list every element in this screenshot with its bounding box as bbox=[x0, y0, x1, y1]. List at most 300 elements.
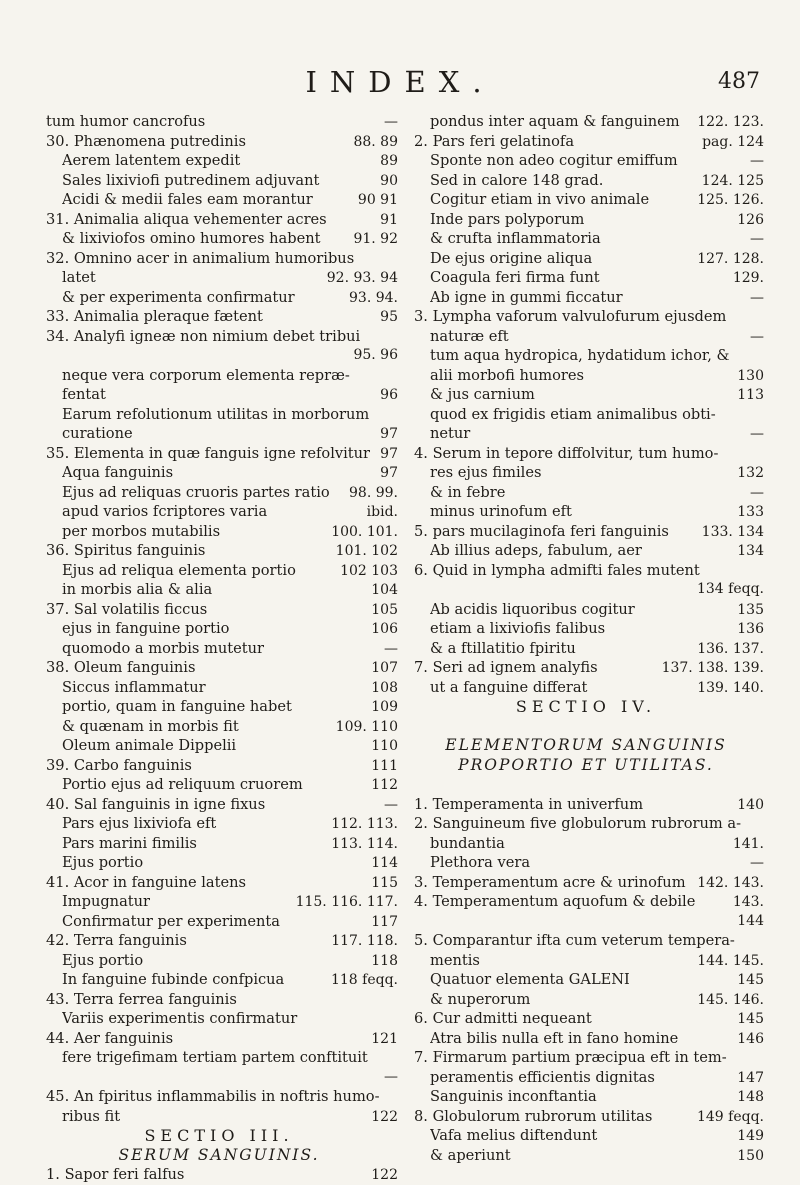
index-entry bbox=[46, 112, 398, 132]
left-column bbox=[46, 112, 398, 1185]
entry-text: In fanguine fubinde confpicua bbox=[62, 971, 285, 988]
entry-page-ref: 97 bbox=[380, 465, 398, 481]
entry-page-ref: 109 bbox=[371, 699, 398, 715]
entry-text: 42. Terra fanguinis bbox=[46, 932, 187, 949]
index-entry bbox=[46, 1068, 398, 1088]
index-entry bbox=[46, 1048, 398, 1068]
index-entry bbox=[414, 229, 764, 249]
index-entry bbox=[46, 814, 398, 834]
entry-page-ref: 146 bbox=[737, 1030, 764, 1047]
entry-text: Aerem latentem expedit bbox=[62, 152, 241, 169]
page-title: INDEX. bbox=[305, 65, 495, 99]
entry-text: Ejus portio bbox=[62, 854, 144, 871]
entry-text: Quatuor elementa GALENI bbox=[430, 971, 630, 988]
entry-page-ref: 135 bbox=[737, 601, 764, 618]
index-entry bbox=[414, 580, 764, 600]
entry-text: Sanguinis inconftantia bbox=[430, 1088, 597, 1105]
entry-page-ref: 93. 94. bbox=[349, 289, 398, 306]
index-entry bbox=[414, 307, 764, 327]
index-entry bbox=[46, 385, 398, 405]
entry-page-ref: — bbox=[384, 1068, 398, 1085]
index-entry bbox=[414, 502, 764, 522]
entry-page-ref: 90 bbox=[380, 172, 398, 189]
entry-page-ref: 109. 110 bbox=[335, 718, 398, 735]
entry-page-ref: 108 bbox=[371, 679, 398, 696]
index-entry bbox=[414, 444, 764, 464]
index-entry bbox=[414, 853, 764, 873]
entry-page-ref: 140 bbox=[737, 796, 764, 813]
entry-text: 33. Animalia pleraque fætent bbox=[46, 308, 263, 325]
index-entry bbox=[414, 697, 764, 717]
entry-text: 3. Lympha vaforum valvulofurum ejusdem bbox=[414, 308, 727, 325]
entry-page-ref: — bbox=[384, 114, 398, 130]
entry-text: 43. Terra ferrea fanguinis bbox=[46, 990, 237, 1008]
entry-text: Coagula feri firma funt bbox=[430, 269, 600, 286]
entry-page-ref: 97 bbox=[380, 426, 398, 442]
index-entry bbox=[46, 931, 398, 951]
entry-text: Atra bilis nulla eft in fano homine bbox=[430, 1029, 679, 1047]
index-entry bbox=[46, 853, 398, 873]
index-entry bbox=[414, 112, 764, 132]
entry-text: Portio ejus ad reliquum cruorem bbox=[62, 776, 303, 793]
index-entry bbox=[46, 151, 398, 171]
entry-page-ref: 106 bbox=[371, 621, 398, 637]
entry-text: Cogitur etiam in vivo animale bbox=[430, 191, 650, 208]
index-entry bbox=[414, 405, 764, 425]
index-entry bbox=[46, 912, 398, 932]
entry-text: 44. Aer fanguinis bbox=[46, 1029, 174, 1047]
index-entry bbox=[46, 561, 398, 581]
entry-page-ref: — bbox=[750, 328, 764, 345]
index-entry bbox=[414, 736, 764, 756]
entry-page-ref: 105 bbox=[371, 601, 398, 618]
entry-text: PROPORTIO ET UTILITAS. bbox=[458, 755, 714, 774]
entry-page-ref: 112. 113. bbox=[331, 816, 398, 832]
entry-text: latet bbox=[62, 269, 96, 286]
index-entry bbox=[414, 795, 764, 815]
entry-page-ref: 102 103 bbox=[340, 562, 398, 579]
index-entry bbox=[414, 1107, 764, 1127]
entry-page-ref: 112 bbox=[371, 777, 398, 793]
entry-text: 35. Elementa in quæ fanguis igne refolvitur bbox=[46, 444, 371, 462]
entry-page-ref: — bbox=[750, 426, 764, 442]
entry-text: alii morbofi humores bbox=[430, 366, 584, 384]
entry-page-ref: — bbox=[750, 231, 764, 247]
entry-text: & in febre bbox=[430, 483, 506, 501]
index-entry bbox=[46, 366, 398, 386]
index-entry bbox=[414, 1029, 764, 1049]
entry-text: portio, quam in fanguine habet bbox=[62, 698, 292, 715]
entry-text: 1. Temperamenta in univerfum bbox=[414, 795, 644, 813]
index-entry bbox=[46, 463, 398, 483]
entry-page-ref: 133. 134 bbox=[701, 523, 764, 540]
entry-text: 5. pars mucilaginofa feri fanguinis bbox=[414, 522, 669, 540]
index-entry bbox=[414, 639, 764, 659]
entry-page-ref: 96 bbox=[380, 387, 398, 403]
index-entry bbox=[46, 1009, 398, 1029]
entry-page-ref: 144. 145. bbox=[697, 952, 764, 969]
entry-page-ref: 100. 101. bbox=[331, 523, 398, 540]
entry-text: Acidi & medii fales eam morantur bbox=[62, 191, 313, 208]
entry-page-ref: 117. 118. bbox=[331, 933, 398, 949]
index-entry bbox=[46, 775, 398, 795]
entry-page-ref: 125. 126. bbox=[697, 192, 764, 208]
index-entry bbox=[46, 268, 398, 288]
entry-text: peramentis efficientis dignitas bbox=[430, 1068, 655, 1086]
entry-text: 40. Sal fanguinis in igne fixus bbox=[46, 795, 266, 813]
entry-page-ref: 118 feqq. bbox=[330, 972, 398, 988]
index-entry bbox=[46, 892, 398, 912]
entry-page-ref: 126 bbox=[737, 211, 764, 228]
index-entry bbox=[46, 1126, 398, 1146]
index-entry bbox=[46, 697, 398, 717]
entry-text: 37. Sal volatilis ficcus bbox=[46, 600, 208, 618]
index-entry bbox=[414, 814, 764, 834]
index-entry bbox=[46, 1146, 398, 1166]
index-entry bbox=[414, 1087, 764, 1107]
page-header bbox=[0, 64, 800, 104]
index-entry bbox=[46, 307, 398, 327]
entry-page-ref: pag. 124 bbox=[702, 133, 764, 150]
entry-text: & a ftillatitio fpiritu bbox=[430, 639, 576, 657]
index-entry bbox=[414, 756, 764, 776]
entry-text: Plethora vera bbox=[430, 854, 531, 871]
index-entry bbox=[46, 834, 398, 854]
entry-page-ref: 92. 93. 94 bbox=[326, 270, 398, 286]
entry-text: Sponte non adeo cogitur emiffum bbox=[430, 152, 678, 169]
entry-text: 30. Phænomena putredinis bbox=[46, 132, 246, 150]
entry-text: Inde pars polyporum bbox=[430, 210, 585, 228]
entry-text: 6. Cur admitti nequeant bbox=[414, 1010, 592, 1027]
entry-page-ref: 98. 99. bbox=[349, 484, 398, 501]
entry-page-ref: — bbox=[750, 153, 764, 169]
index-entry bbox=[46, 795, 398, 815]
index-entry bbox=[414, 1068, 764, 1088]
entry-page-ref: 145 bbox=[737, 1011, 764, 1027]
entry-text: in morbis alia & alia bbox=[62, 581, 213, 598]
index-entry bbox=[46, 210, 398, 230]
index-entry bbox=[46, 658, 398, 678]
index-entry bbox=[46, 717, 398, 737]
index-entry bbox=[46, 1165, 398, 1185]
entry-text: 2. Sanguineum five globulorum rubrorum a- bbox=[414, 815, 742, 832]
entry-text: 3. Temperamentum acre & urinofum bbox=[414, 873, 686, 891]
entry-text: Vafa melius diftendunt bbox=[430, 1127, 598, 1144]
entry-page-ref: 107 bbox=[371, 660, 398, 676]
index-entry bbox=[46, 327, 398, 347]
entry-page-ref: 115 bbox=[371, 874, 398, 891]
index-entry bbox=[414, 775, 764, 795]
index-entry bbox=[414, 1048, 764, 1068]
entry-page-ref: 113. 114. bbox=[331, 835, 398, 852]
entry-text: & jus carnium bbox=[430, 386, 535, 403]
entry-text: pondus inter aquam & fanguinem bbox=[430, 113, 680, 130]
entry-page-ref: 115. 116. 117. bbox=[295, 894, 398, 910]
entry-text: Impugnatur bbox=[62, 893, 151, 910]
entry-page-ref: — bbox=[750, 855, 764, 871]
index-entry bbox=[414, 151, 764, 171]
entry-text: mentis bbox=[430, 951, 480, 969]
entry-text: SECTIO III. bbox=[144, 1126, 294, 1145]
entry-page-ref: 89 bbox=[380, 153, 398, 169]
entry-page-ref: 110 bbox=[371, 738, 398, 754]
index-entry bbox=[414, 346, 764, 366]
index-entry bbox=[46, 873, 398, 893]
index-entry bbox=[414, 366, 764, 386]
index-entry bbox=[46, 132, 398, 152]
entry-text: 2. Pars feri gelatinofa bbox=[414, 132, 575, 150]
entry-text: 34. Analyfi igneæ non nimium debet tribui bbox=[46, 327, 361, 345]
entry-page-ref: 145 bbox=[737, 972, 764, 988]
index-entry bbox=[46, 171, 398, 191]
entry-text: SECTIO IV. bbox=[515, 697, 657, 716]
index-entry bbox=[414, 190, 764, 210]
entry-page-ref: 95 bbox=[380, 309, 398, 325]
index-entry bbox=[414, 463, 764, 483]
entry-text: & lixiviofos omino humores habent bbox=[62, 230, 321, 247]
index-entry bbox=[414, 834, 764, 854]
index-entry bbox=[414, 171, 764, 191]
entry-text: naturæ eft bbox=[430, 327, 509, 345]
entry-page-ref: 122 bbox=[371, 1167, 398, 1183]
entry-text: tum humor cancrofus bbox=[46, 113, 206, 130]
entry-page-ref: 90 91 bbox=[357, 192, 398, 208]
index-entry bbox=[46, 580, 398, 600]
entry-page-ref: 148 bbox=[737, 1089, 764, 1105]
entry-page-ref: 134 bbox=[737, 543, 764, 559]
entry-text: 38. Oleum fanguinis bbox=[46, 659, 196, 676]
index-entry bbox=[414, 210, 764, 230]
index-entry bbox=[46, 1087, 398, 1107]
entry-page-ref: 101. 102 bbox=[335, 543, 398, 559]
index-entry bbox=[414, 385, 764, 405]
entry-text: Pars marini fimilis bbox=[62, 834, 197, 852]
entry-text: minus urinofum eft bbox=[430, 503, 572, 520]
entry-text: Pars ejus lixiviofa eft bbox=[62, 815, 217, 832]
entry-text: & crufta inflammatoria bbox=[430, 230, 601, 247]
index-entry bbox=[414, 132, 764, 152]
entry-text: 32. Omnino acer in animalium humoribus bbox=[46, 249, 355, 267]
entry-page-ref: 111 bbox=[371, 757, 398, 774]
entry-text: & nuperorum bbox=[430, 990, 531, 1008]
entry-text: 7. Firmarum partium præcipua eft in tem- bbox=[414, 1049, 727, 1066]
entry-page-ref: 122. 123. bbox=[697, 114, 764, 130]
entry-text: Ejus portio bbox=[62, 951, 144, 969]
entry-page-ref: 137. 138. 139. bbox=[661, 660, 764, 676]
index-entry bbox=[414, 1146, 764, 1166]
entry-page-ref: 114 bbox=[371, 855, 398, 871]
index-entry bbox=[46, 288, 398, 308]
index-entry bbox=[414, 678, 764, 698]
index-entry bbox=[414, 1126, 764, 1146]
entry-page-ref: 124. 125 bbox=[701, 172, 764, 189]
index-entry bbox=[414, 288, 764, 308]
index-entry bbox=[46, 639, 398, 659]
index-entry bbox=[414, 327, 764, 347]
index-entry bbox=[414, 990, 764, 1010]
entry-text: 4. Temperamentum aquofum & debile bbox=[414, 893, 696, 910]
index-entry bbox=[414, 892, 764, 912]
index-entry bbox=[46, 444, 398, 464]
entry-text: & aperiunt bbox=[430, 1146, 511, 1164]
entry-page-ref: 122 bbox=[371, 1108, 398, 1125]
entry-text: Ejus ad reliquas cruoris partes ratio bbox=[62, 483, 330, 501]
entry-page-ref: 143. bbox=[732, 894, 764, 910]
index-entry bbox=[46, 541, 398, 561]
entry-text: etiam a lixiviofis falibus bbox=[430, 620, 606, 637]
entry-text: tum aqua hydropica, hydatidum ichor, & bbox=[430, 347, 730, 364]
entry-text: bundantia bbox=[430, 834, 505, 852]
entry-page-ref: — bbox=[750, 289, 764, 306]
entry-text: ut a fanguine differat bbox=[430, 678, 588, 696]
entry-page-ref: 145. 146. bbox=[697, 991, 764, 1008]
entry-page-ref: 104 bbox=[371, 582, 398, 598]
entry-text: 31. Animalia aliqua vehementer acres bbox=[46, 210, 327, 228]
index-entry bbox=[46, 483, 398, 503]
index-entry bbox=[414, 424, 764, 444]
entry-text: De ejus origine aliqua bbox=[430, 249, 593, 267]
entry-page-ref: — bbox=[384, 796, 398, 813]
entry-page-ref: 139. 140. bbox=[697, 679, 764, 696]
entry-page-ref: 133 bbox=[737, 504, 764, 520]
entry-page-ref: 141. bbox=[732, 835, 764, 852]
entry-page-ref: 136 bbox=[737, 621, 764, 637]
entry-page-ref: 130 bbox=[737, 367, 764, 384]
entry-text: 41. Acor in fanguine latens bbox=[46, 873, 247, 891]
entry-page-ref: ibid. bbox=[366, 504, 398, 520]
index-entry bbox=[46, 736, 398, 756]
index-entry bbox=[46, 970, 398, 990]
entry-text: 1. Sapor feri falfus bbox=[46, 1166, 185, 1183]
entry-text: res ejus fimiles bbox=[430, 464, 542, 481]
index-entry bbox=[46, 951, 398, 971]
entry-page-ref: 147 bbox=[737, 1069, 764, 1086]
entry-text: Siccus inflammatur bbox=[62, 678, 206, 696]
entry-page-ref: 97 bbox=[380, 445, 398, 462]
entry-text: apud varios fcriptores varia bbox=[62, 503, 268, 520]
entry-page-ref: 144 bbox=[737, 912, 764, 929]
index-entry bbox=[46, 249, 398, 269]
entry-page-ref: 88. 89 bbox=[353, 133, 398, 150]
entry-text: Ab illius adeps, fabulum, aer bbox=[430, 542, 642, 559]
index-entry bbox=[46, 678, 398, 698]
entry-text: Oleum animale Dippelii bbox=[62, 737, 237, 754]
entry-text: Earum refolutionum utilitas in morborum bbox=[62, 405, 370, 423]
entry-page-ref: 149 bbox=[737, 1128, 764, 1144]
entry-page-ref: 136. 137. bbox=[697, 640, 764, 657]
entry-text: Ejus ad reliqua elementa portio bbox=[62, 561, 296, 579]
index-entry bbox=[46, 756, 398, 776]
entry-page-ref: 132 bbox=[737, 465, 764, 481]
index-entry bbox=[414, 970, 764, 990]
index-entry bbox=[46, 346, 398, 366]
entry-text: 6. Quid in lympha admifti fales mutent bbox=[414, 561, 700, 579]
entry-page-ref: — bbox=[750, 484, 764, 501]
index-entry bbox=[46, 1029, 398, 1049]
entry-text: Sed in calore 148 grad. bbox=[430, 171, 604, 189]
entry-text: fere trigefimam tertiam partem conftituit bbox=[62, 1049, 368, 1066]
entry-text: Ab igne in gummi ficcatur bbox=[430, 288, 623, 306]
entry-text: 39. Carbo fanguinis bbox=[46, 756, 192, 774]
index-entry bbox=[414, 658, 764, 678]
index-entry bbox=[46, 190, 398, 210]
entry-text: quod ex frigidis etiam animalibus obti- bbox=[430, 405, 716, 423]
index-entry bbox=[46, 424, 398, 444]
index-entry bbox=[414, 561, 764, 581]
entry-text: Variis experimentis confirmatur bbox=[62, 1010, 298, 1027]
index-entry bbox=[414, 951, 764, 971]
entry-text: & per experimenta confirmatur bbox=[62, 288, 295, 306]
entry-page-ref: 129. bbox=[732, 270, 764, 286]
entry-page-ref: — bbox=[384, 640, 398, 657]
entry-page-ref: 91 bbox=[380, 211, 398, 228]
entry-page-ref: 134 feqq. bbox=[696, 581, 764, 597]
entry-page-ref: 118 bbox=[371, 952, 398, 969]
entry-text: 4. Serum in tepore diffolvitur, tum humo- bbox=[414, 444, 719, 462]
index-entry bbox=[414, 268, 764, 288]
entry-text: ejus in fanguine portio bbox=[62, 620, 230, 637]
entry-text: 36. Spiritus fanguinis bbox=[46, 542, 206, 559]
index-entry bbox=[46, 990, 398, 1010]
entry-text: netur bbox=[430, 425, 471, 442]
index-entry bbox=[414, 541, 764, 561]
entry-text: & quænam in morbis fit bbox=[62, 717, 239, 735]
entry-text: 7. Seri ad ignem analyfis bbox=[414, 659, 598, 676]
index-entry bbox=[46, 619, 398, 639]
entry-page-ref: 113 bbox=[737, 387, 764, 403]
entry-text: Aqua fanguinis bbox=[62, 464, 174, 481]
entry-page-ref: 127. 128. bbox=[697, 250, 764, 267]
entry-text: ribus fit bbox=[62, 1107, 121, 1125]
entry-page-ref: 117 bbox=[371, 913, 398, 930]
page-number: 487 bbox=[718, 69, 760, 94]
entry-page-ref: 121 bbox=[371, 1030, 398, 1047]
entry-page-ref: 150 bbox=[737, 1147, 764, 1164]
right-column bbox=[414, 112, 764, 1165]
entry-text: SERUM SANGUINIS. bbox=[118, 1145, 320, 1164]
entry-page-ref: 149 feqq. bbox=[696, 1108, 764, 1125]
entry-page-ref: 142. 143. bbox=[697, 874, 764, 891]
entry-text: per morbos mutabilis bbox=[62, 522, 221, 540]
entry-text: 8. Globulorum rubrorum utilitas bbox=[414, 1107, 653, 1125]
index-entry bbox=[414, 249, 764, 269]
index-entry bbox=[414, 600, 764, 620]
index-entry bbox=[46, 1107, 398, 1127]
index-entry bbox=[414, 483, 764, 503]
entry-text: 5. Comparantur ifta cum veterum tempera- bbox=[414, 932, 735, 949]
index-entry bbox=[414, 931, 764, 951]
entry-text: Confirmatur per experimenta bbox=[62, 912, 281, 930]
index-entry bbox=[46, 522, 398, 542]
entry-page-ref: 91. 92 bbox=[353, 231, 398, 247]
index-entry bbox=[414, 912, 764, 932]
index-entry bbox=[46, 502, 398, 522]
entry-page-ref: 95. 96 bbox=[353, 347, 398, 363]
entry-text: Ab acidis liquoribus cogitur bbox=[430, 600, 635, 618]
index-entry bbox=[414, 717, 764, 737]
index-entry bbox=[46, 600, 398, 620]
index-entry bbox=[46, 229, 398, 249]
index-entry bbox=[414, 619, 764, 639]
entry-text: ELEMENTORUM SANGUINIS bbox=[445, 736, 727, 754]
entry-text: Sales lixiviofi putredinem adjuvant bbox=[62, 171, 320, 189]
index-entry bbox=[414, 522, 764, 542]
entry-text: fentat bbox=[62, 386, 106, 403]
entry-text: neque vera corporum elementa repræ- bbox=[62, 366, 350, 384]
entry-text: curatione bbox=[62, 425, 133, 442]
index-entry bbox=[414, 873, 764, 893]
index-entry bbox=[414, 1009, 764, 1029]
